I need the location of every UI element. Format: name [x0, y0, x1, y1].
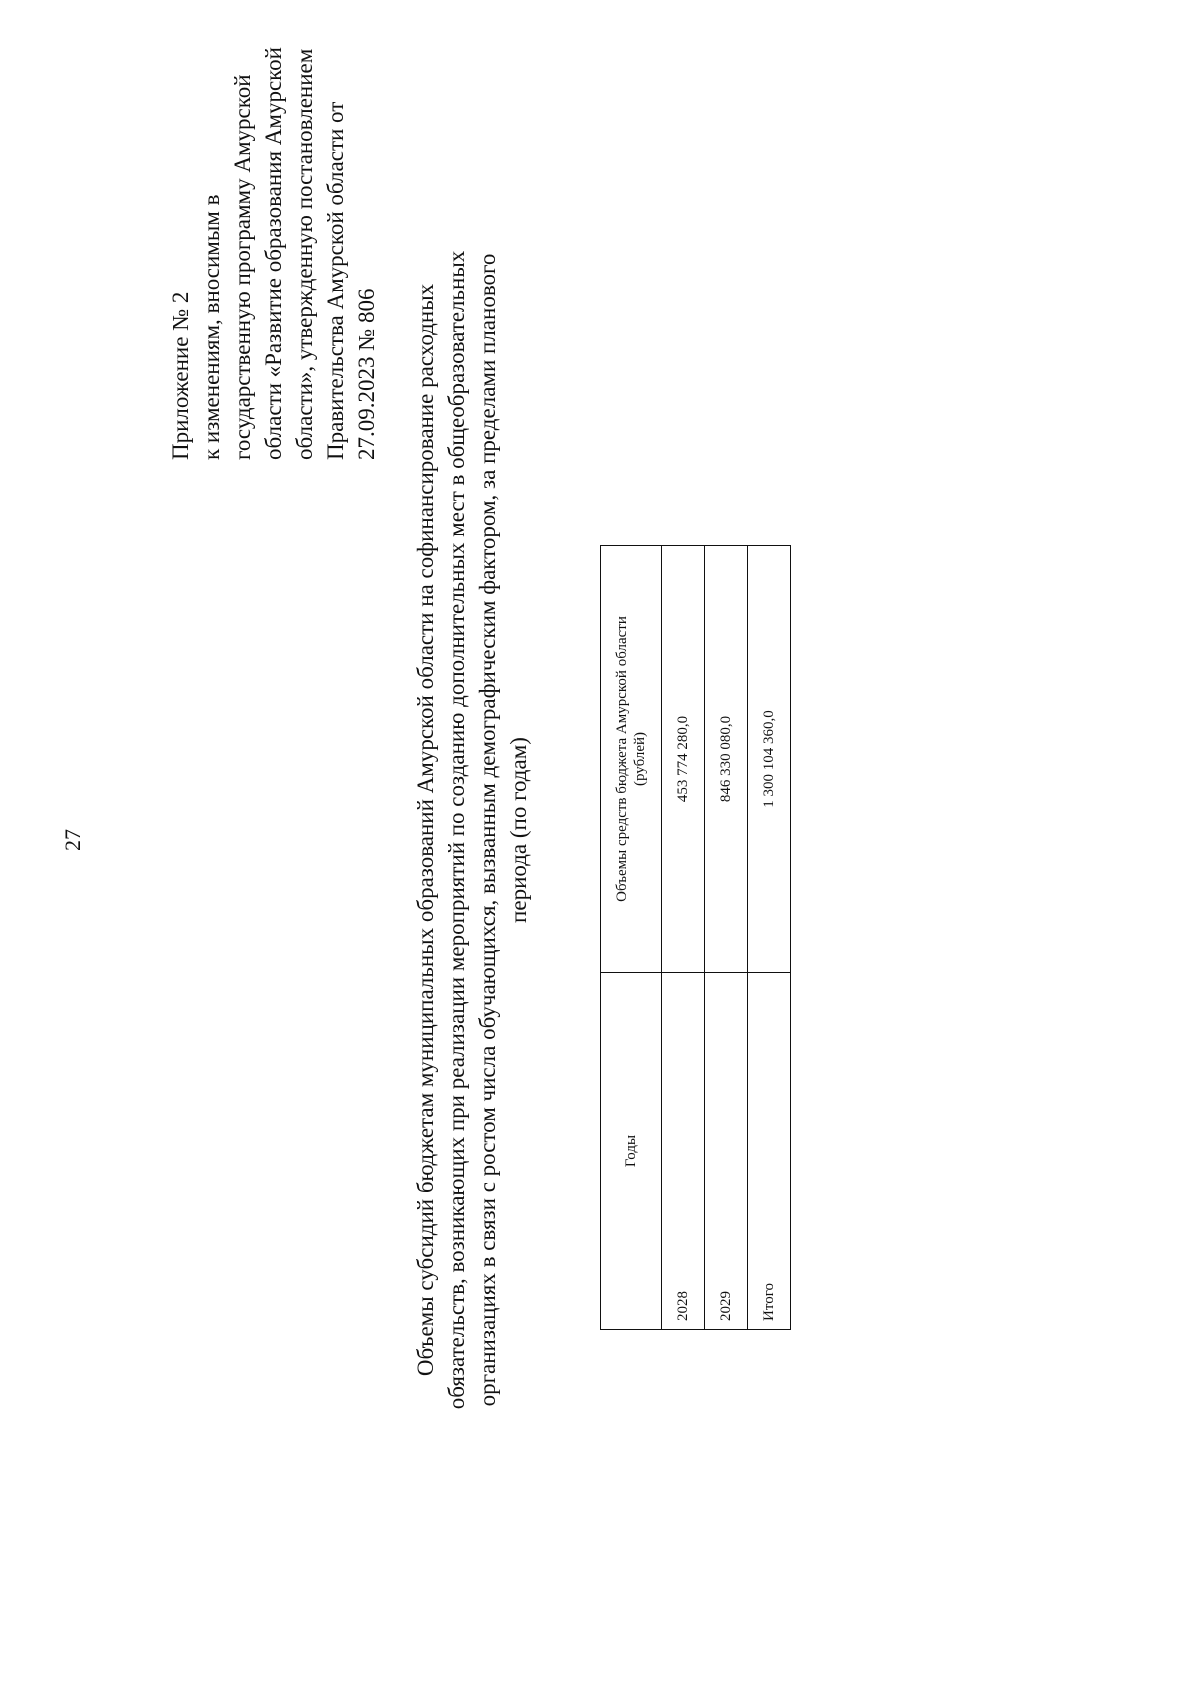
appendix-line: государственную программу Амурской [230, 74, 255, 460]
header-amount [601, 546, 662, 973]
cell-amount: 846 330 080,0 [705, 546, 748, 973]
cell-total-amount: 1 300 104 360,0 [748, 546, 791, 973]
table-row [705, 546, 748, 1330]
document-title [410, 130, 534, 1530]
cell-year: 2028 [662, 973, 705, 1330]
cell-year: 2029 [705, 973, 748, 1330]
appendix-block [165, 0, 382, 460]
title-line: обязательств, возникающих при реализации мероприятий по созданию дополнительных мест в общеобразовательных [444, 250, 469, 1410]
title-line: периода (по годам) [506, 737, 531, 923]
header-year: Годы [601, 973, 662, 1330]
appendix-line: к изменениям, вносимым в [199, 194, 224, 460]
appendix-line: 27.09.2023 № 806 [354, 288, 379, 460]
title-line: организациях в связи с ростом числа обучающихся, вызванным демографическим фактором, за пределами планового [475, 253, 500, 1407]
table-header-row [601, 546, 662, 1330]
table-row [662, 546, 705, 1330]
header-amount-line1: Объемы средств бюджета Амурской области [614, 616, 630, 902]
appendix-line: Приложение № 2 [168, 291, 193, 460]
header-amount-line2: (рублей) [632, 731, 648, 787]
table-row-total [748, 546, 791, 1330]
cell-amount: 453 774 280,0 [662, 546, 705, 973]
appendix-line: области», утвержденную постановлением [292, 48, 317, 460]
title-line: Объемы субсидий бюджетам муниципальных образований Амурской области на софинансирование расходных [413, 283, 438, 1377]
funding-table-wrapper [600, 545, 791, 1330]
funding-table [600, 545, 791, 1330]
appendix-line: области «Развитие образования Амурской [261, 47, 286, 460]
page-number: 27 [60, 829, 85, 851]
cell-total-label: Итого [748, 973, 791, 1330]
appendix-line: Правительства Амурской области от [323, 101, 348, 460]
